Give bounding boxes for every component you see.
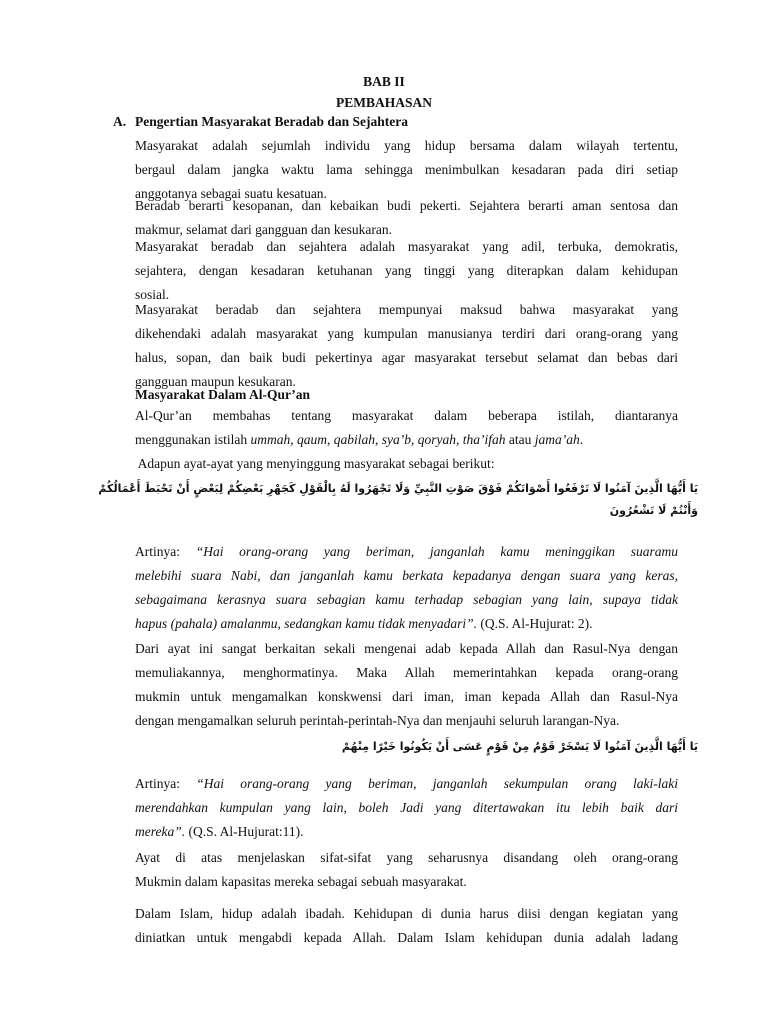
text-line: Adapun ayat-ayat yang menyinggung masyarakat sebagai berikut: (135, 456, 495, 471)
text-line: merendahkan kumpulan yang lain, boleh Jadi yang ditertawakan itu lebih baik dari (135, 800, 678, 815)
translation-al-hujurat-11 (135, 772, 678, 844)
paragraph-ibadah (135, 902, 678, 950)
text-line: makmur, selamat dari gangguan dan kesukaran. (135, 222, 392, 237)
text-line: Al-Qur’an membahas tentang masyarakat dalam beberapa istilah, diantaranya (135, 408, 678, 423)
paragraph-maksud (135, 298, 678, 394)
artinya-label: Artinya: (135, 544, 196, 559)
text-line (135, 540, 678, 564)
text-line: gangguan maupun kesukaran. (135, 374, 296, 389)
text-line: halus, sopan, dan baik budi pekertinya agar masyarakat tersebut selamat dan bebas dari (135, 350, 678, 365)
text-line (135, 612, 678, 636)
translation-al-hujurat-2 (135, 540, 678, 636)
paragraph-masyarakat-beradab (135, 235, 678, 307)
text-line: Masyarakat beradab dan sejahtera mempunyai maksud bahwa masyarakat yang (135, 302, 678, 317)
text-line: sebagaimana kerasnya suara sebagian kamu terhadap sebagian yang lain, supaya tidak (135, 592, 678, 607)
text-fragment: hapus (pahala) amalanmu, sedangkan kamu tidak menyadari”. (135, 616, 477, 631)
text-fragment: “Hai orang-orang yang beriman, janganlah sekumpulan orang laki-laki (196, 776, 678, 791)
text-line (135, 772, 678, 796)
text-line: dengan mengamalkan seluruh perintah-perintah-Nya dan menjauhi seluruh larangan-Nya. (135, 713, 620, 728)
text-line: bergaul dalam jangka waktu lama sehingga menimbulkan kesadaran pada diri setiap (135, 162, 678, 177)
text-line-terms (135, 428, 678, 452)
text-line: sejahtera, dengan kesadaran ketuhanan yang tinggi yang diterapkan dalam kehidupan (135, 263, 678, 278)
istilah-term: jama’ah (534, 432, 580, 447)
artinya-label: Artinya: (135, 776, 197, 791)
text-line: anggotanya sebagai suatu kesatuan. (135, 186, 327, 201)
text-line: dikehendaki adalah masyarakat yang kumpulan manusianya terdiri dari orang-orang yang (135, 326, 678, 341)
paragraph-istilah (135, 404, 678, 476)
text-line: Masyarakat adalah sejumlah individu yang hidup bersama dalam wilayah tertentu, (135, 138, 678, 153)
text-line: Dalam Islam, hidup adalah ibadah. Kehidupan di dunia harus diisi dengan kegiatan yang (135, 906, 678, 921)
text-line: Mukmin dalam kapasitas mereka sebagai sebuah masyarakat. (135, 874, 467, 889)
text-line: mukmin untuk mengamalkan konskwensi dari iman, iman kepada Allah dan Rasul-Nya (135, 689, 678, 704)
ayat-al-hujurat-11: يَا أَيُّهَا الَّذِينَ آمَنُوا لَا يَسْخَرْ قَوْمٌ مِنْ قَوْمٍ عَسَى أَنْ يَكُونُوا خَيْرًا مِنْهُمْ (341, 740, 698, 753)
text-fragment: atau (508, 432, 532, 447)
paragraph-sifat (135, 846, 678, 894)
section-number: A. (113, 114, 127, 129)
text-fragment: “Hai orang-orang yang beriman, janganlah kamu meninggikan suaramu (195, 544, 678, 559)
paragraph-adab (135, 637, 678, 733)
text-line: memuliakannya, menghormatinya. Maka Allah memerintahkan kepada orang-orang (135, 665, 678, 680)
text-line: Beradab berarti kesopanan, dan kebaikan budi pekerti. Sejahtera berarti aman sentosa dan (135, 198, 678, 213)
verse-reference: (Q.S. Al-Hujurat:11). (185, 824, 304, 839)
text-line: diniatkan untuk mengabdi kepada Allah. Dalam Islam kehidupan dunia adalah ladang (135, 930, 678, 945)
ayat-al-hujurat-2: يَا أَيُّهَا الَّذِينَ آمَنُوا لَا تَرْفَعُوا أَصْوَاتَكُمْ فَوْقَ صَوْتِ النَّبِيِّ وَلَا تَجْهَرُوا لَهُ بِالْقَوْلِ كَجَهْرِ بَعْضِكُمْ لِبَعْضٍ أَنْ تَحْبَطَ أَعْمَالُكُمْ وَأَنْتُمْ لَا تَشْعُرُونَ (98, 482, 698, 517)
section-title: Pengertian Masyarakat Beradab dan Sejahtera (135, 114, 408, 129)
chapter-label: BAB II (363, 74, 405, 89)
istilah-terms: ummah, qaum, qabilah, sya’b, qoryah, tha’ifah (250, 432, 506, 447)
chapter-title: PEMBAHASAN (335, 95, 432, 110)
text-line: melebihi suara Nabi, dan janganlah kamu berkata kepadanya dengan suara yang keras, (135, 568, 678, 583)
text-fragment: mereka”. (135, 824, 186, 839)
text-line: sosial. (135, 287, 170, 302)
verse-reference: (Q.S. Al-Hujurat: 2). (476, 616, 593, 631)
text-line (135, 820, 678, 844)
text-line: Dari ayat ini sangat berkaitan sekali mengenai adab kepada Allah dan Rasul-Nya dengan (135, 641, 678, 656)
text-line: Masyarakat beradab dan sejahtera adalah masyarakat yang adil, terbuka, demokratis, (135, 239, 678, 254)
text-fragment: . (579, 432, 584, 447)
section-heading (113, 114, 408, 130)
text-fragment: menggunakan istilah (135, 432, 248, 447)
text-line: Ayat di atas menjelaskan sifat-sifat yang seharusnya disandang oleh orang-orang (135, 850, 678, 865)
subheading-alquran: Masyarakat Dalam Al-Qur’an (135, 387, 310, 402)
